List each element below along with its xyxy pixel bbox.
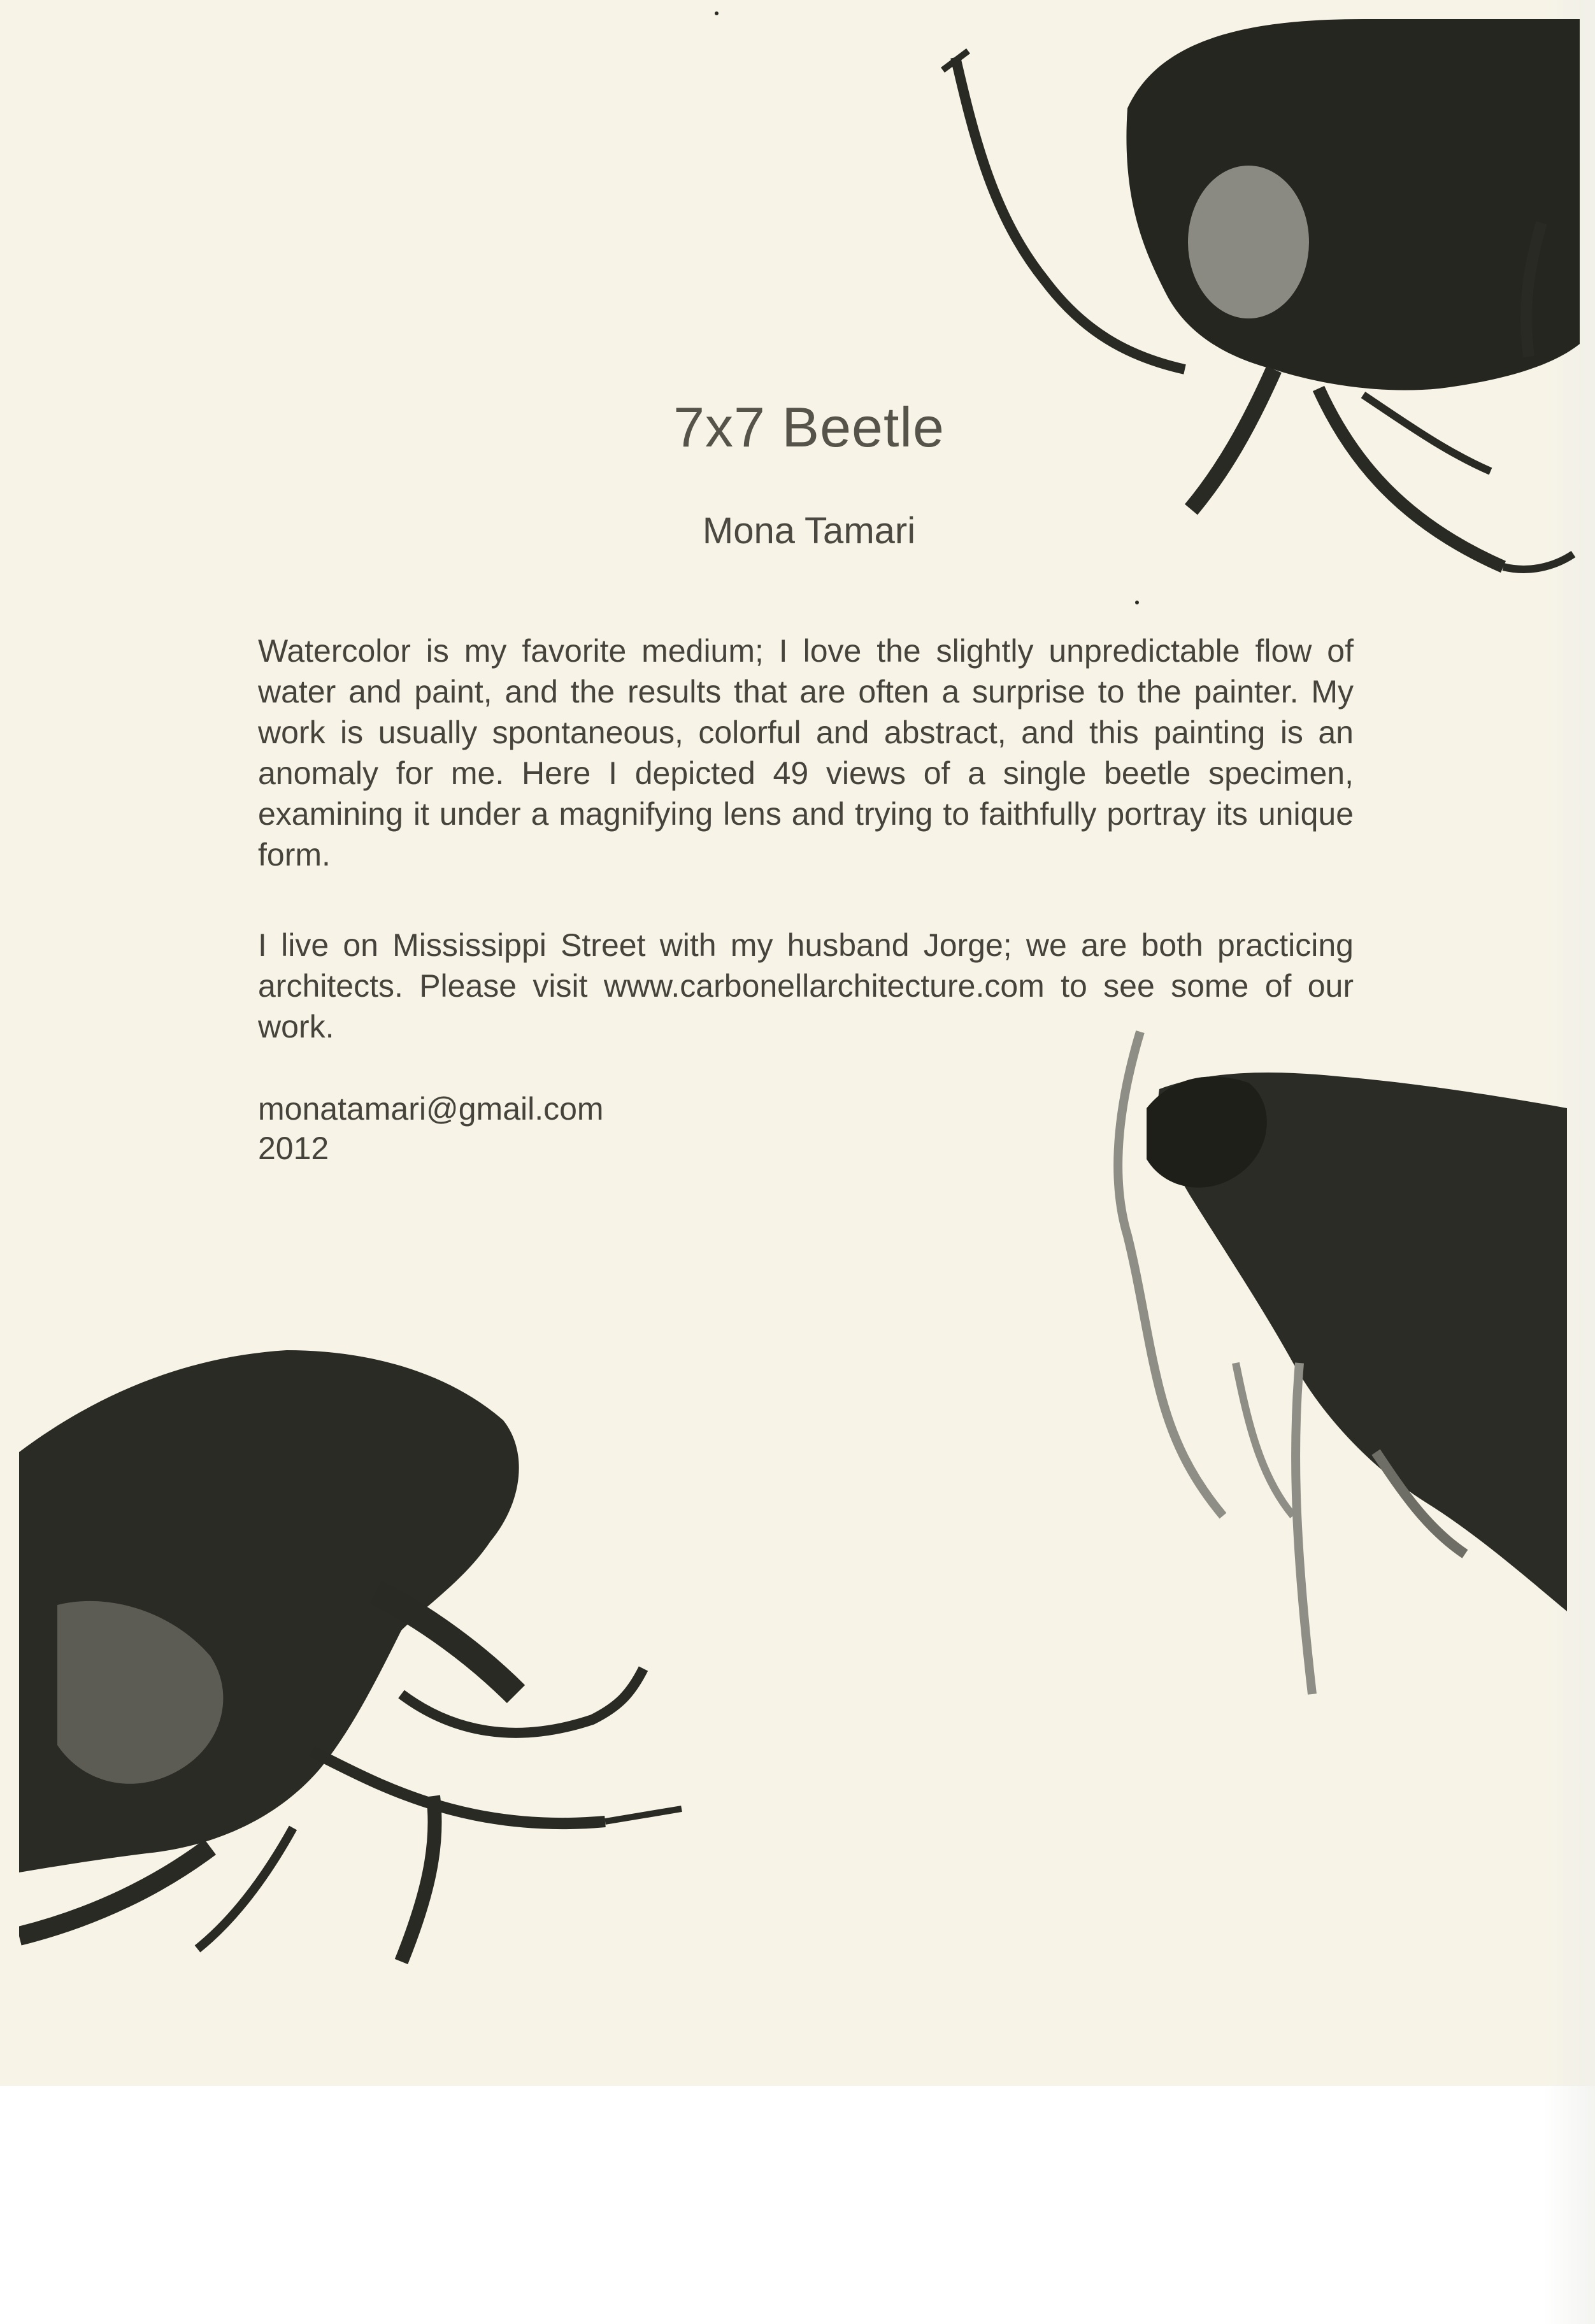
beetle-leg <box>312 1751 605 1823</box>
year: 2012 <box>258 1130 329 1166</box>
ink-speck <box>715 11 719 15</box>
beetle-illustration-top-right <box>917 13 1586 586</box>
beetle-leg <box>401 1796 435 1962</box>
document-title: 7x7 Beetle <box>673 396 945 459</box>
beetle-leg <box>401 1669 643 1733</box>
author-name: Mona Tamari <box>702 510 916 552</box>
email-address: monatamari@gmail.com <box>258 1091 604 1127</box>
beetle-eye-highlight <box>1188 166 1309 318</box>
beetle-leg <box>1236 1363 1293 1516</box>
beetle-leg <box>605 1809 682 1821</box>
ink-speck <box>1135 601 1139 604</box>
beetle-illustration-bottom-left <box>19 1337 688 1968</box>
beetle-leg <box>1296 1363 1312 1694</box>
beetle-leg <box>376 1592 516 1694</box>
artist-bio-paragraph: I live on Mississippi Street with my husband Jorge; we are both practicing architects. Please visit www.carbonellarchitecture.com to see some of our work. <box>258 927 1354 1044</box>
artist-statement-paragraph: Watercolor is my favorite medium; I love the slightly unpredictable flow of water and paint, and the results that are often a surprise to the painter. My work is usually spontaneous, colorful and abstract, and this painting is an anomaly for me. Here I depicted 49 views of a single beetle specimen, examining it under a magnifying lens and trying to faithfully portray its unique form. <box>258 633 1354 873</box>
beetle-leg <box>197 1828 293 1949</box>
beetle-illustration-middle-right <box>1083 1006 1580 1707</box>
beetle-leg <box>1503 554 1573 569</box>
beetle-body <box>1126 19 1580 390</box>
contact-block <box>258 1089 604 1168</box>
